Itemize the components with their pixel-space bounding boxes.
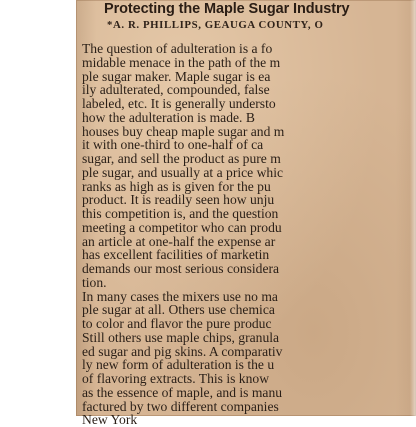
article-line: factured by two different companies bbox=[82, 398, 279, 414]
article-line: Still others use maple chips, granula bbox=[82, 329, 280, 345]
article-line: ple sugar maker. Maple sugar is ea bbox=[82, 68, 271, 84]
article-line: ily adulterated, compounded, false bbox=[82, 82, 270, 98]
article-line: ly new form of adulteration is the u bbox=[82, 357, 275, 373]
article-line: product. It is readily seen how unju bbox=[82, 192, 275, 208]
article-line: as the essence of maple, and is manu bbox=[82, 384, 283, 400]
article-body bbox=[82, 42, 412, 427]
article-line: tion. bbox=[82, 274, 107, 290]
article-line: it with one-third to one-half of ca bbox=[82, 137, 264, 153]
article-line: labeled, etc. It is generally understo bbox=[82, 96, 276, 111]
article-line: ed sugar and pig skins. A comparativ bbox=[82, 343, 283, 359]
article-line: to color and flavor the pure produc bbox=[82, 316, 272, 331]
newspaper-clipping bbox=[76, 0, 416, 427]
article-headline: Protecting the Maple Sugar Industry bbox=[104, 1, 350, 17]
article-line: houses buy cheap maple sugar and m bbox=[82, 123, 285, 139]
article-line: The question of adulteration is a fo bbox=[82, 41, 273, 56]
article-line: has excellent facilities of marketin bbox=[82, 247, 270, 263]
article-line: meeting a competitor who can produ bbox=[82, 219, 282, 235]
article-line: an article at one-half the expense ar bbox=[82, 233, 276, 249]
article-line: of flavoring extracts. This is know bbox=[82, 371, 270, 386]
article-line: New York bbox=[82, 412, 138, 427]
article-line: ple sugar, and usually at a price whic bbox=[82, 164, 284, 180]
article-line: ranks as high as is given for the pu bbox=[82, 178, 271, 194]
article-line: midable menace in the path of the m bbox=[82, 54, 281, 70]
scan-edge-shadow bbox=[410, 0, 416, 416]
article-byline: *A. R. PHILLIPS, GEAUGA COUNTY, O bbox=[107, 19, 324, 31]
article-line: demands our most serious considera bbox=[82, 261, 280, 276]
article-line: this competition is, and the question bbox=[82, 206, 279, 221]
article-line: ple sugar at all. Others use chemica bbox=[82, 302, 275, 318]
article-line: sugar, and sell the product as pure m bbox=[82, 151, 281, 166]
article-line: how the adulteration is made. B bbox=[82, 109, 255, 125]
article-line: In many cases the mixers use no ma bbox=[82, 288, 278, 304]
